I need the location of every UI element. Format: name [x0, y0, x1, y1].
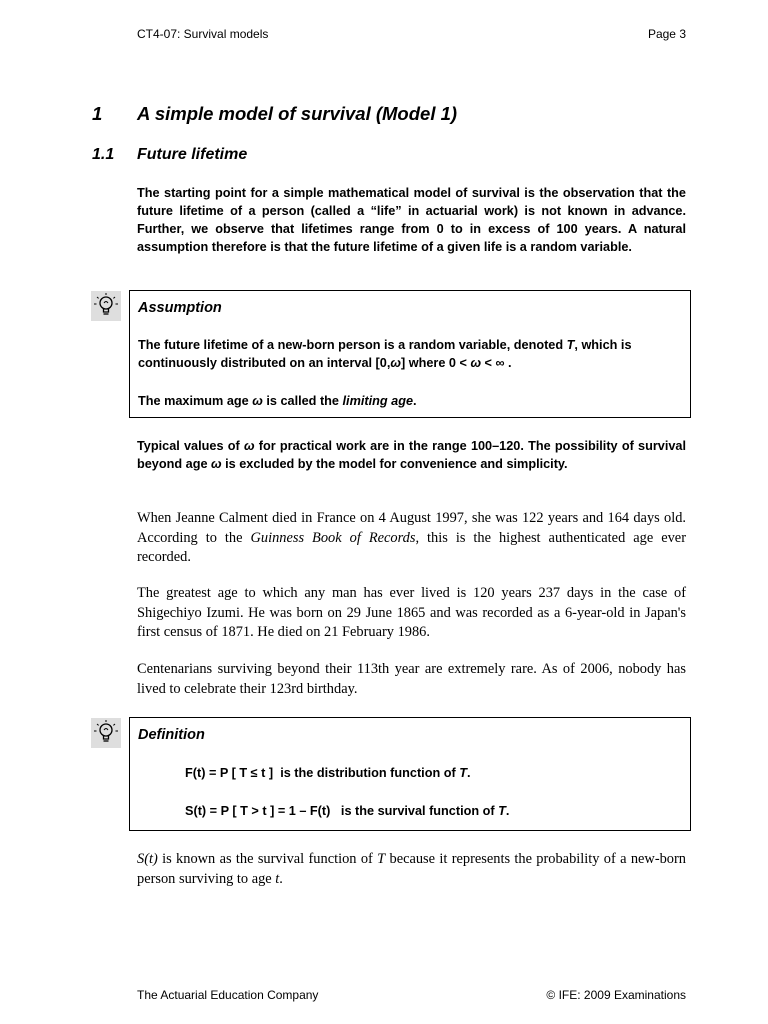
section-number: 1 — [92, 103, 103, 124]
limiting-age-statement: The maximum age ω is called the limiting age. — [138, 394, 417, 408]
intro-paragraph: The starting point for a simple mathematical model of survival is the observation that the future lifetime of a person (called a “life” in actuarial work) is not known in advance. Further, we observe that lifetimes range from 0 to in excess of 100 years. A natural assumption therefore is that the future lifetime of a given life is a random variable. — [137, 186, 686, 254]
calment-paragraph: When Jeanne Calment died in France on 4 August 1997, she was 122 years and 164 days old. According to the Guinness Book of Records, this is the highest authenticated age ever recorded. — [137, 510, 686, 565]
subsection-title: Future lifetime — [137, 146, 248, 163]
footer-company: The Actuarial Education Company — [137, 988, 319, 1002]
assumption-statement: The future lifetime of a new-born person is a random variable, denoted T, which is continuously distributed on an interval [0,ω] where 0 < ω < ∞ . — [138, 338, 632, 370]
distribution-function-formula: F(t) = P [ T ≤ t ] is the distribution function of T. — [185, 766, 471, 780]
running-header-title: CT4-07: Survival models — [137, 27, 269, 41]
typical-values-paragraph: Typical values of ω for practical work are in the range 100–120. The possibility of survival beyond age ω is excluded by the model for convenience and simplicity. — [137, 439, 687, 471]
subsection-number: 1.1 — [92, 146, 115, 163]
closing-paragraph: S(t) is known as the survival function of T because it represents the probability of a new-born person surviving to age t. — [137, 851, 686, 887]
assumption-title: Assumption — [138, 300, 222, 316]
page-number: Page 3 — [647, 27, 686, 41]
section-title: A simple model of survival (Model 1) — [137, 103, 458, 124]
assumption-box — [129, 290, 691, 418]
lightbulb-icon — [91, 718, 121, 748]
definition-box — [129, 717, 691, 831]
footer-copyright: © IFE: 2009 Examinations — [546, 988, 686, 1002]
izumi-paragraph: The greatest age to which any man has ever lived is 120 years 237 days in the case of Shigechiyo Izumi. He was born on 29 June 1865 and was recorded as a 6-year-old in Japan's first census of 1871. He died on 21 February 1986. — [137, 585, 686, 640]
definition-title: Definition — [138, 727, 205, 743]
survival-function-formula: S(t) = P [ T > t ] = 1 – F(t) is the survival function of T. — [185, 804, 510, 818]
centenarians-paragraph: Centenarians surviving beyond their 113th year are extremely rare. As of 2006, nobody has lived to celebrate their 123rd birthday. — [137, 661, 686, 697]
lightbulb-icon — [91, 291, 121, 321]
